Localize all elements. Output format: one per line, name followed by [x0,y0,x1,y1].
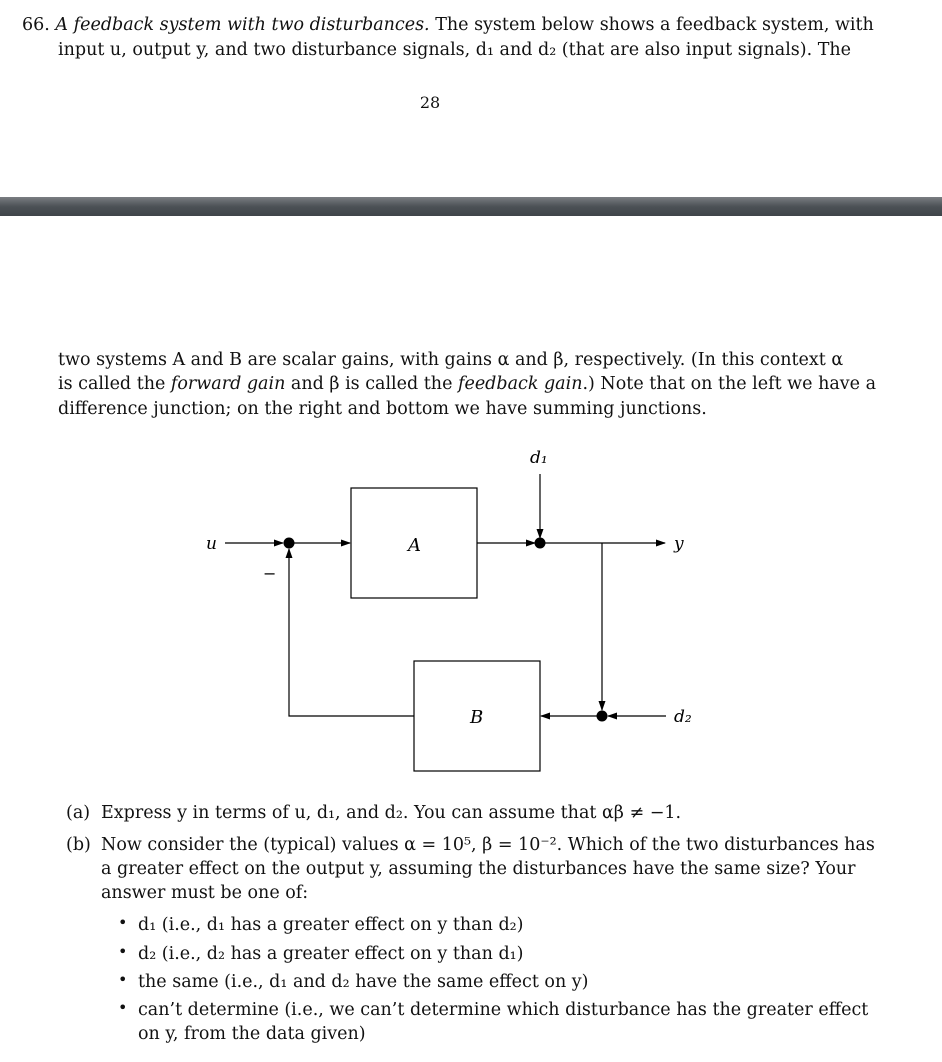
difference-junction [284,538,295,549]
problem-title: A feedback system with two disturbances. [55,15,430,35]
question-b-label: (b) [66,835,91,855]
feedback-gain-term: feedback gain [457,374,583,394]
question-b-line-2: a greater effect on the output y, assuming the disturbances have the same size? Your [101,859,856,879]
body-line-2-part-c: and β is called the [285,374,458,394]
body-line-1: two systems A and B are scalar gains, with gains α and β, respectively. (In this context α [58,350,844,370]
page-number: 28 [419,93,441,112]
summing-junction-d2 [597,711,608,722]
block-b-label: B [470,707,484,728]
option-2: d₂ (i.e., d₂ has a greater effect on y than d₁) [138,944,524,964]
question-a-text: Express y in terms of u, d₁, and d₂. You can assume that αβ ≠ −1. [101,803,682,823]
output-label: y [674,534,684,554]
problem-number: 66. [22,15,50,35]
question-a-label: (a) [66,803,91,823]
option-4: can’t determine (i.e., we can’t determine which disturbance has the greater effect [138,1000,869,1020]
question-b-line-3: answer must be one of: [101,883,309,903]
option-3: the same (i.e., d₁ and d₂ have the same effect on y) [138,972,589,992]
bullet-icon: • [118,998,128,1017]
problem-intro-line-2: input u, output y, and two disturbance signals, d₁ and d₂ (that are also input signals). The [58,40,852,60]
option-1: d₁ (i.e., d₁ has a greater effect on y than d₂) [138,915,524,935]
minus-sign: − [263,564,277,583]
input-label: u [206,534,217,554]
option-4-continuation: on y, from the data given) [138,1024,366,1044]
problem-intro-rest: The system below shows a feedback system, with [435,15,874,35]
summing-junction-d1 [535,538,546,549]
forward-gain-term: forward gain [170,374,286,394]
bullet-icon: • [118,913,128,932]
block-a-label: A [408,535,421,556]
body-line-2-part-e: .) Note that on the left we have a [582,374,877,394]
question-b-line-1: Now consider the (typical) values α = 10⁵, β = 10⁻². Which of the two disturbances has [101,835,875,855]
body-line-3: difference junction; on the right and bottom we have summing junctions. [58,399,707,419]
bullet-icon: • [118,942,128,961]
body-line-2-part-a: is called the [58,374,171,394]
d2-label: d₂ [674,707,692,727]
bullet-icon: • [118,970,128,989]
d1-label: d₁ [530,448,548,468]
